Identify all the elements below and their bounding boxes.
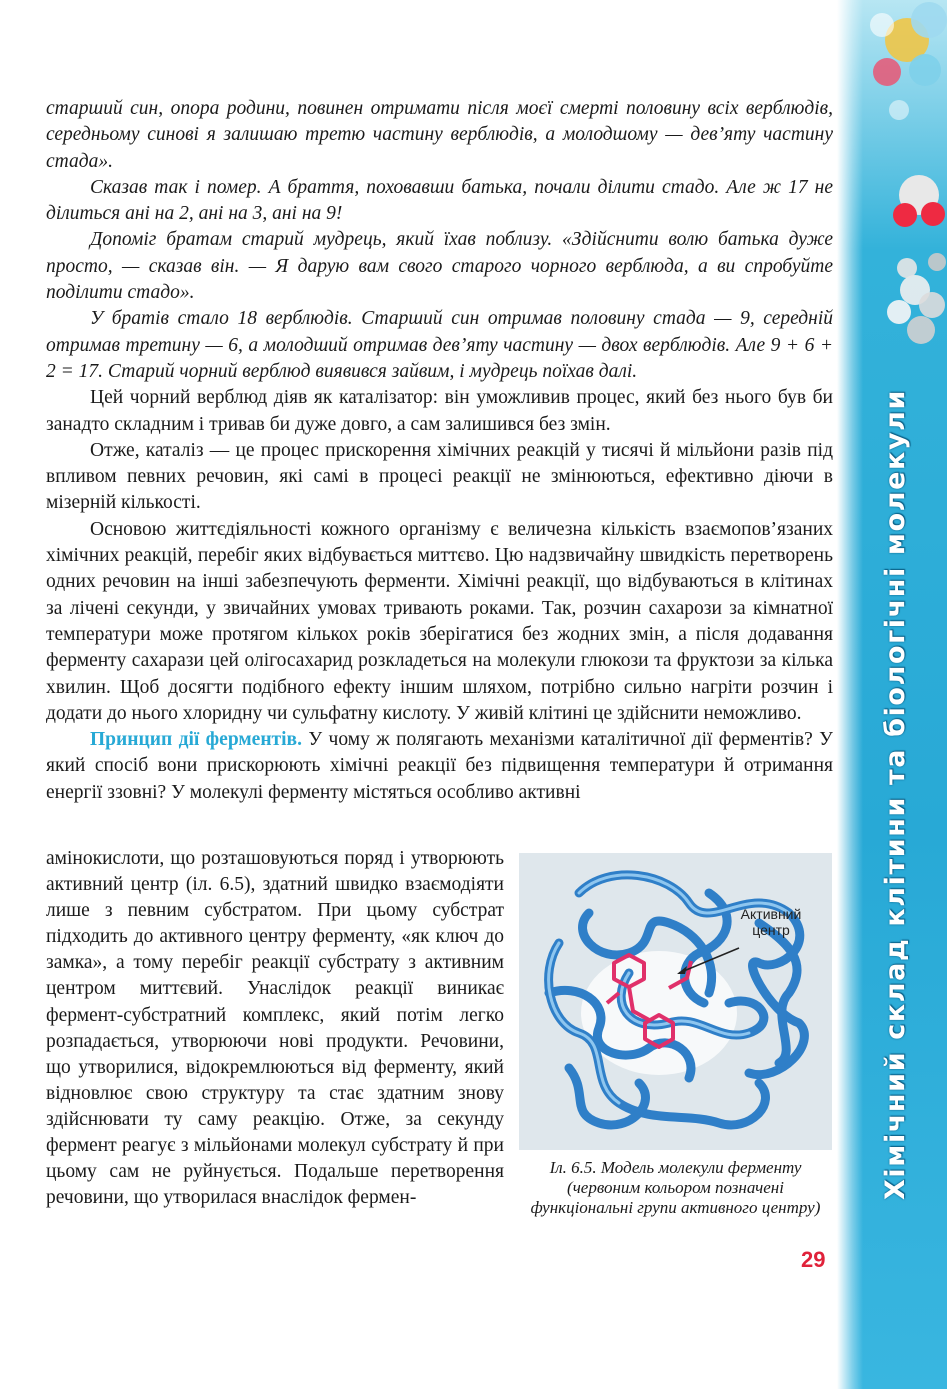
active-center-label: центр	[752, 922, 790, 938]
body-paragraph: Цей чорний верблюд діяв як каталізатор: він уможливив процес, який без нього був би занадто складним і тривав би дуже довго, а сам залишився без змін.	[46, 387, 833, 435]
section-title-text: Хімічний склад клітини та біологічні молекули	[880, 388, 911, 1200]
story-paragraph: старший син, опора родини, повинен отримати після моєї смерті половину всіх верблюдів, середньому синові я залишаю третю частину верблюдів, а молодшому — дев’яту частину стада».	[46, 98, 833, 172]
enzyme-molecule-image	[519, 853, 832, 1150]
main-text	[46, 96, 833, 806]
body-paragraph-continued: амінокислоти, що розташовуються поряд і утворюють активний центр (іл. 6.5), здатний швидко взаємодіяти лише з певним субстратом. При цьому субстрат підходить до активного центру ферменту, «як ключ до замка», а тому перебіг реакції субстрату з активним центром миттєвий. Унаслідок реакції виникає фермент-субстратний комплекс, який потім легко розпадається, утворюючи нові продукти. Речовини, що утворилися, відокремлюються від ферменту, який відновлює свою структуру та стає здатним знову здійснювати ту саму реакцію. Отже, за секунду фермент реагує з мільйонами молекул субстрату й при цьому сам не руйнується. Подальше перетворення речовини, що утворилася внаслідок фермен-	[46, 848, 504, 1209]
section-heading: Принцип дії ферментів.	[90, 729, 302, 751]
section-vertical-title	[820, 0, 940, 1389]
enzyme-figure	[519, 853, 832, 1150]
story-paragraph: Сказав так і помер. А браття, поховавши батька, почали ділити стадо. Але ж 17 не ділиться ані на 2, ані на 3, ані на 9!	[46, 176, 833, 225]
active-center-label: Активний	[740, 906, 802, 922]
body-paragraph: Основою життєдіяльності кожного організму є величезна кількість взаємопов’язаних хімічних реакцій, перебіг яких відбувається миттєво. Цю надзвичайну швидкість перетворень одних речовин на інші забезпечують ферменти. Хімічні реакції, що відбуваються в клітинах за лічені секунди, у звичайних умовах тривають роками. Так, розчин сахарози за кімнатної температури може протягом кількох років зберігатися без жодних змін, а після додавання ферменту сахарази цей олігосахарид розкладеться на молекули глюкози та фруктози за кілька хвилин. Щоб досягти подібного ефекту іншим шляхом, потрібно сильно нагріти розчин і додати до нього хлоридну чи сульфатну кислоту. У живій клітині це здійснити неможливо.	[46, 518, 833, 724]
left-column-text	[46, 846, 504, 1211]
body-paragraph-principle	[46, 727, 833, 806]
story-paragraph: Допоміг братам старий мудрець, який їхав поблизу. «Здійснити волю батька дуже просто, — сказав він. — Я дарую вам свого старого чорного верблюда, а ви спробуйте поділити стадо».	[46, 229, 833, 304]
body-paragraph-text: У чому ж полягають механізми каталітичної дії ферментів? У який спосіб вони прискорюють хімічні реакції без підвищення температури й отримання енергії ззовні? У молекулі ферменту містяться особливо активні	[46, 729, 833, 803]
body-paragraph: Отже, каталіз — це процес прискорення хімічних реакцій у тисячі й мільйони разів під впливом певних речовин, які самі в процесі реакції не змінюються, ефективно діючи в мізерній кількості.	[46, 439, 833, 514]
page-number: 29	[801, 1247, 826, 1272]
story-paragraph: У братів стало 18 верблюдів. Старший син отримав половину стада — 9, середній отримав третину — 6, а молодший отримав дев’яту частину — двох верблюдів. Але 9 + 6 + 2 = 17. Старий чорний верблюд виявився зайвим, і мудрець поїхав далі.	[46, 308, 833, 382]
figure-caption: Іл. 6.5. Модель молекули ферменту (червоним кольором позначені функціональні групи активного центру)	[530, 1158, 821, 1217]
